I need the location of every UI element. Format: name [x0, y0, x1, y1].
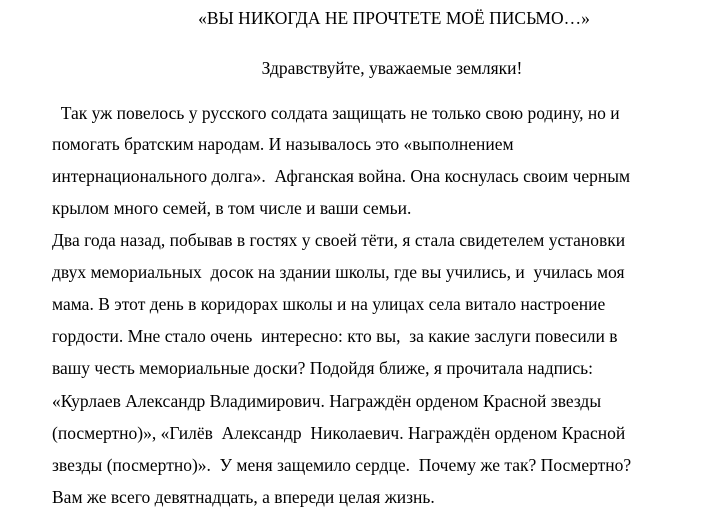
paragraph-line: Два года назад, побывав в гостях у своей тёти, я стала свидетелем установки — [52, 230, 626, 250]
paragraph-line: Вам же всего девятнадцать, а впереди целая жизнь. — [52, 487, 435, 507]
letter-greeting: Здравствуйте, уважаемые земляки! — [261, 58, 523, 78]
paragraph-line: интернационального долга». Афганская война. Она коснулась своим черным — [52, 166, 631, 186]
paragraph-line: звезды (посмертно)». У меня защемило сердце. Почему же так? Посмертно? — [52, 455, 632, 475]
paragraph-line: двух мемориальных досок на здании школы, где вы учились, и училась моя — [52, 262, 625, 282]
paragraph-line: Так уж повелось у русского солдата защищать не только свою родину, но и — [52, 103, 620, 123]
paragraph-line: вашу честь мемориальные доски? Подойдя ближе, я прочитала надпись: — [52, 358, 593, 378]
letter-title: «ВЫ НИКОГДА НЕ ПРОЧТЕТЕ МОЁ ПИСЬМО…» — [198, 8, 590, 28]
paragraph-line: гордости. Мне стало очень интересно: кто вы, за какие заслуги повесили в — [52, 326, 618, 346]
paragraph-line: помогать братским народам. И называлось это «выполнением — [52, 134, 514, 154]
paragraph-line: (посмертно)», «Гилёв Александр Николаевич. Награждён орденом Красной — [52, 423, 626, 443]
paragraph-line: мама. В этот день в коридорах школы и на улицах села витало настроение — [52, 294, 606, 314]
paragraph-line: «Курлаев Александр Владимирович. Награждён орденом Красной звезды — [52, 391, 602, 411]
paragraph-line: крылом много семей, в том числе и ваши семьи. — [52, 198, 412, 218]
